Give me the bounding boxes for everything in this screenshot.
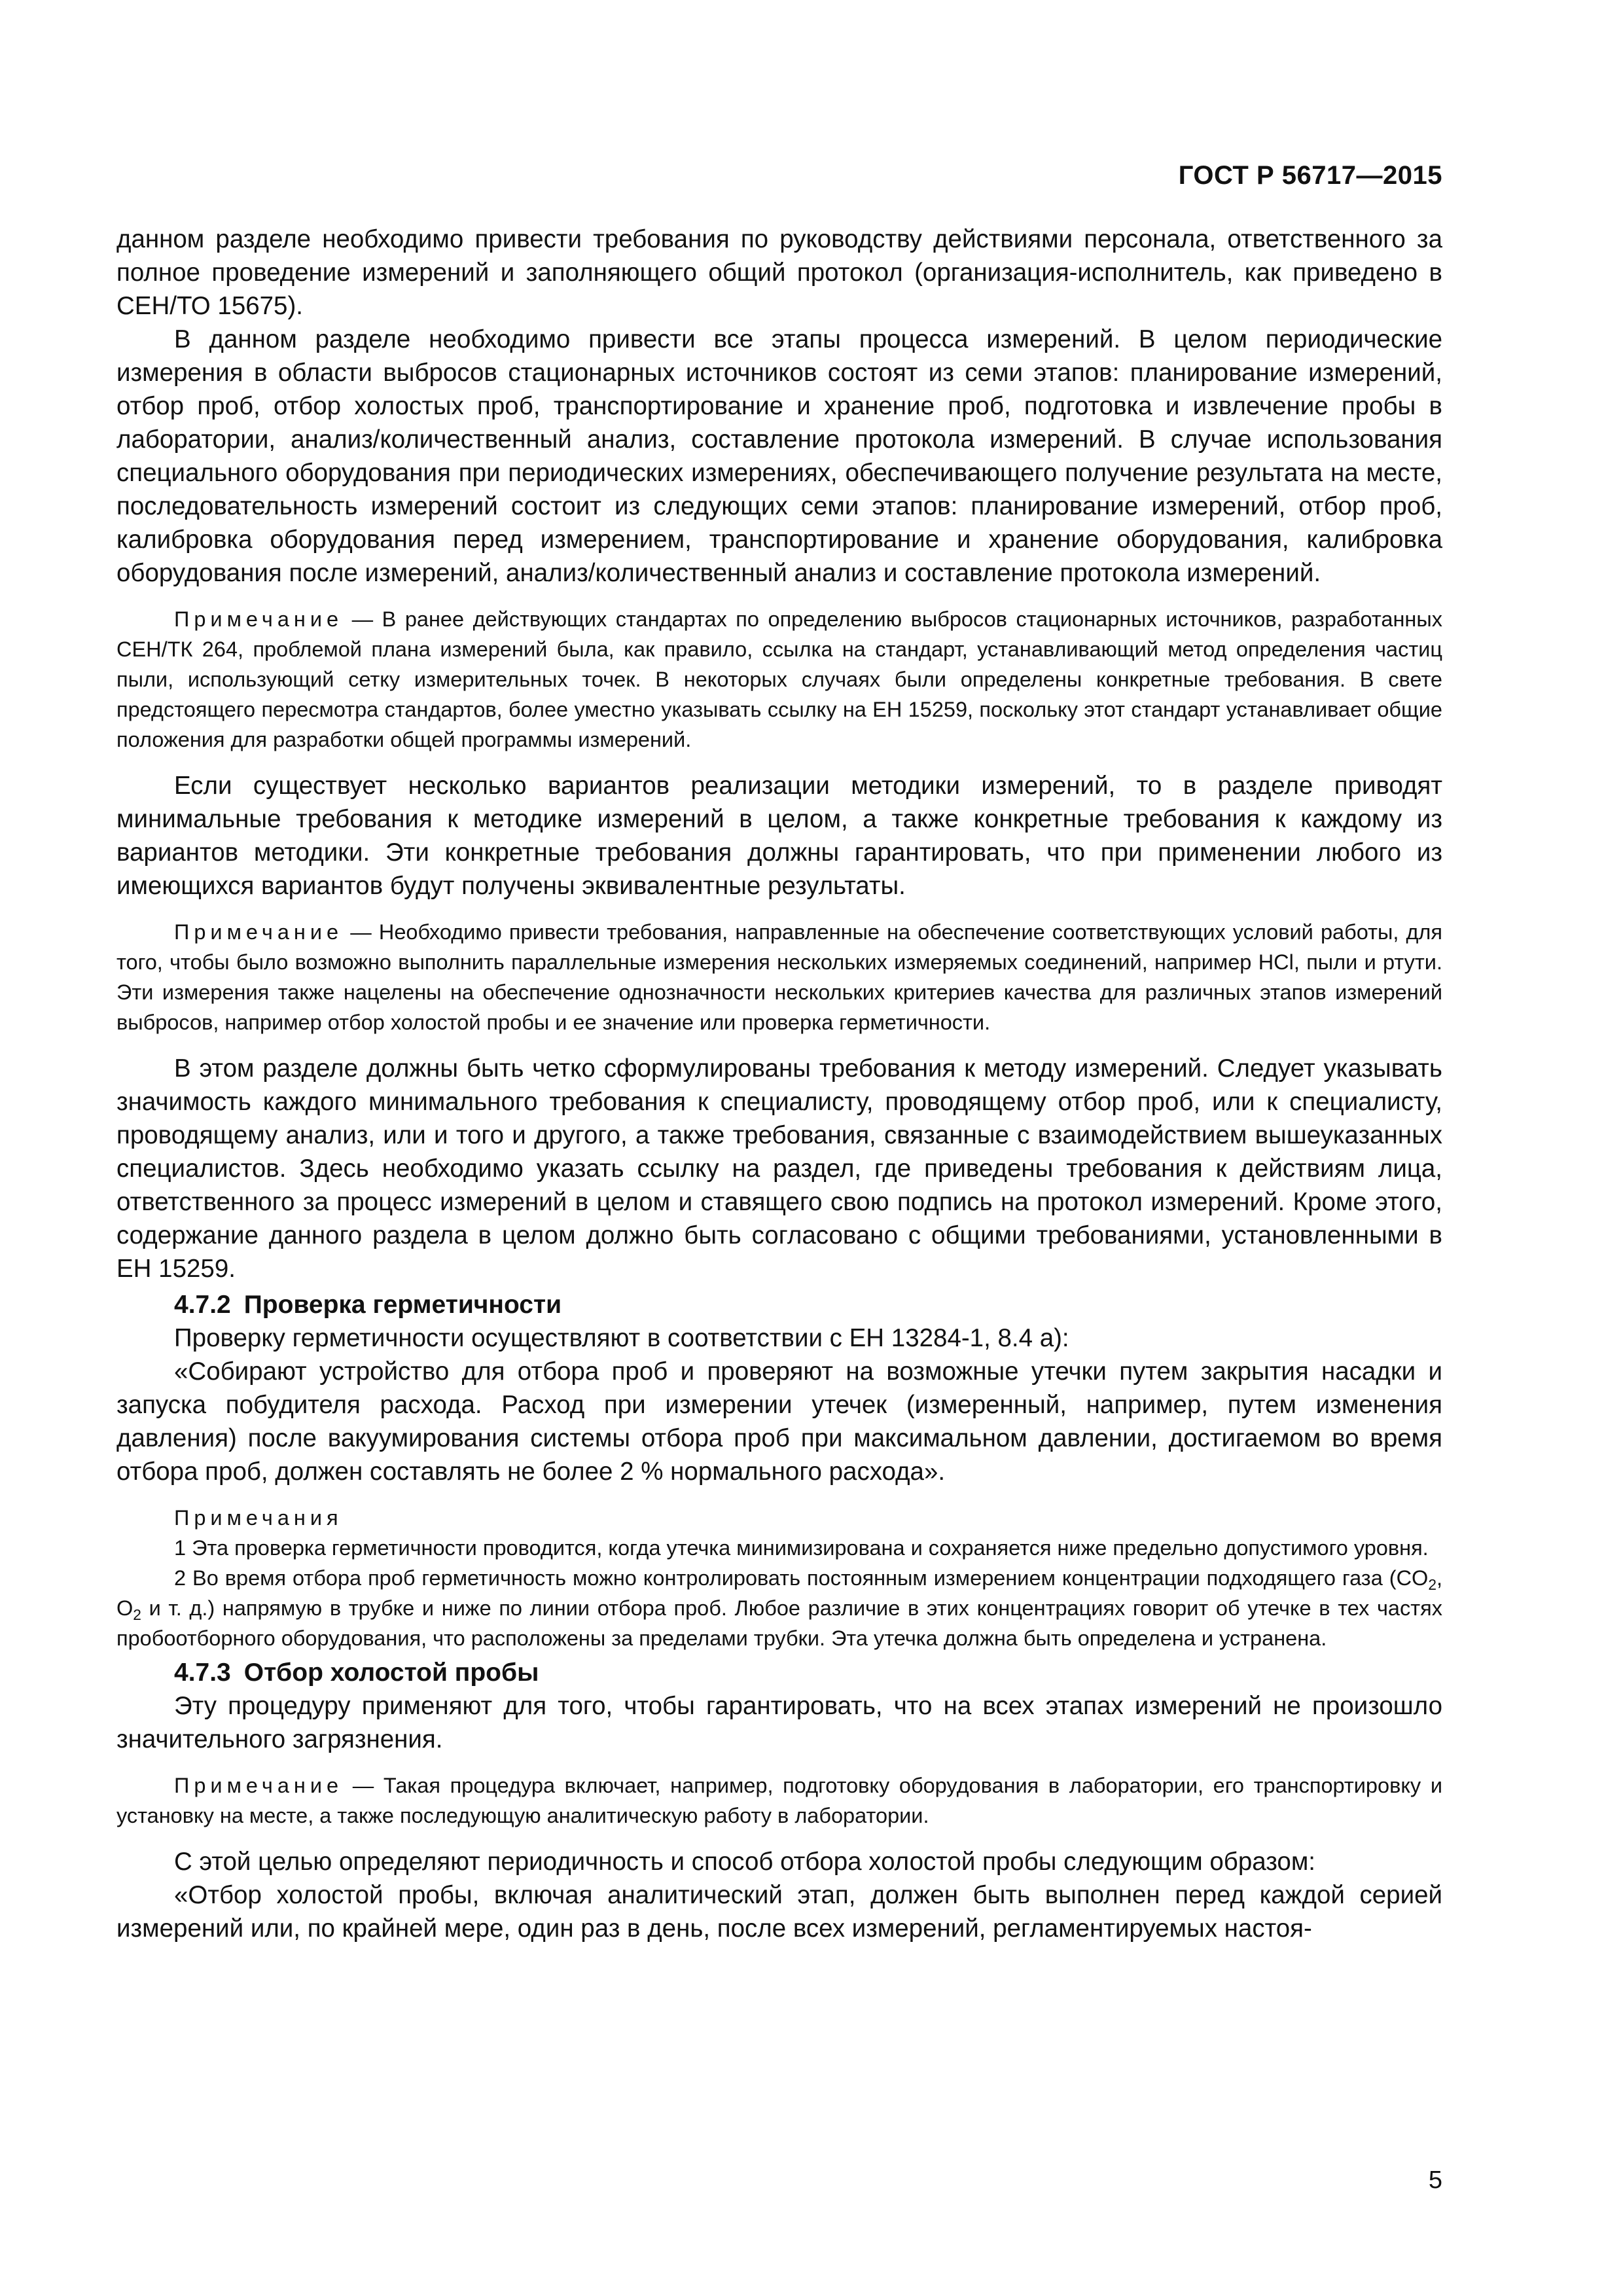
note: 1 Эта проверка герметичности проводится, когда утечка минимизирована и сохраняется ниже предельно допустимого уровня.	[174, 1536, 1429, 1560]
note-label: Примечание	[174, 1774, 344, 1797]
section-title: Отбор холостой пробы	[243, 1659, 539, 1687]
section-number: 4.7.3	[174, 1659, 231, 1687]
quote-paragraph: «Отбор холостой пробы, включая аналитический этап, должен быть выполнен перед каждой серией измерений или, по крайней мере, один раз в день, после всех измерений, регламентируемых настоя-	[116, 1881, 1442, 1943]
note	[116, 604, 1442, 755]
section-title: Проверка герметичности	[243, 1291, 562, 1319]
note-label: Примечание	[174, 920, 344, 944]
note-label: Примечание	[174, 607, 344, 631]
paragraph: Эту процедуру применяют для того, чтобы гарантировать, что на всех этапах измерений не произошло значительного загрязнения.	[116, 1692, 1442, 1753]
page-content	[116, 223, 1442, 1945]
note-text: — Такая процедура включает, например, подготовку оборудования в лаборатории, его транспортировку и установку на месте, а также последующую аналитическую работу в лаборатории.	[116, 1774, 1442, 1827]
quote-paragraph: «Собирают устройство для отбора проб и проверяют на возможные утечки путем закрытия насадки и запуска побудителя расхода. Расход при измерении утечек (измеренный, например, путем изменения давления) после вакуумирования системы отбора проб при максимальном давлении, достигаемом во время отбора проб, должен составлять не более 2 % нормального расхода».	[116, 1357, 1442, 1486]
paragraph: Проверку герметичности осуществляют в соответствии с ЕН 13284-1, 8.4 а):	[174, 1324, 1069, 1352]
note-text: — В ранее действующих стандартах по определению выбросов стационарных источников, разработанных СЕН/ТК 264, проблемой плана измерений была, как правило, ссылка на стандарт, устанавливающий метод определения частиц пыли, использующий сетку измерительных точек. В некоторых случаях были определены конкретные требования. В свете предстоящего пересмотра стандартов, более уместно указывать ссылку на ЕН 15259, поскольку этот стандарт устанавливает общие положения для разработки общей программы измерений.	[116, 607, 1442, 751]
section-number: 4.7.2	[174, 1291, 231, 1319]
note-text: — Необходимо привести требования, направленные на обеспечение соответствующих условий работы, для того, чтобы было возможно выполнить параллельные измерения нескольких измеряемых соединений, например HCl, пыли и ртути. Эти измерения также нацелены на обеспечение однозначности нескольких критериев качества для различных этапов измерений выбросов, например отбор холостой пробы и ее значение или проверка герметичности.	[116, 920, 1442, 1034]
paragraph: В данном разделе необходимо привести все этапы процесса измерений. В целом периодические измерения в области выбросов стационарных источников состоят из семи этапов: планирование измерений, отбор проб, отбор холостых проб, транспортирование и хранение проб, подготовка и извлечение пробы в лаборатории, анализ/количественный анализ, составление протокола измерений. В случае использования специального оборудования при периодических измерениях, обеспечивающего получение результата на месте, последовательность измерений состоит из следующих семи этапов: планирование измерений, отбор проб, калибровка оборудования перед измерением, транспортирование и хранение оборудования, калибровка оборудования после измерений, анализ/количественный анализ и составление протокола измерений.	[116, 325, 1442, 587]
paragraph: Если существует несколько вариантов реализации методики измерений, то в разделе приводят минимальные требования к методике измерений в целом, а также конкретные требования к каждому из вариантов методики. Эти конкретные требования должны гарантировать, что при применении любого из имеющихся вариантов будут получены эквивалентные результаты.	[116, 772, 1442, 900]
paragraph: В этом разделе должны быть четко сформулированы требования к методу измерений. Следует указывать значимость каждого минимального требования к специалисту, проводящему отбор проб, или к специалисту, проводящему анализ, или и того и другого, а также требования, связанные с взаимодействием вышеуказанных специалистов. Здесь необходимо указать ссылку на раздел, где приведены требования к действиям лица, ответственного за процесс измерений в целом и ставящего свою подпись на протокол измерений. Кроме этого, содержание данного раздела в целом должно быть согласовано с общими требованиями, установленными в ЕН 15259.	[116, 1054, 1442, 1283]
note	[116, 1770, 1442, 1831]
section-heading-4-7-3	[116, 1656, 1442, 1689]
document-code: ГОСТ Р 56717—2015	[1178, 161, 1442, 190]
page-number: 5	[1428, 2166, 1442, 2194]
note	[116, 917, 1442, 1037]
paragraph: С этой целью определяют периодичность и способ отбора холостой пробы следующим образом:	[174, 1848, 1316, 1876]
section-heading-4-7-2	[116, 1288, 1442, 1321]
paragraph: данном разделе необходимо привести требования по руководству действиями персонала, ответственного за полное проведение измерений и заполняющего общий протокол (организация-исполнитель, как приведено в СЕН/ТО 15675).	[116, 225, 1442, 320]
notes-label: Примечания	[174, 1506, 343, 1530]
note: 2 Во время отбора проб герметичность можно контролировать постоянным измерением концентрации подходящего газа ($CO_2$, $O_2$ и т. д.) напрямую в трубке и ниже по линии отбора проб. Любое различие в этих концентрациях говорит об утечке в тех частях пробоотборного оборудования, что расположены за пределами трубки. Эта утечка должна быть определена и устранена.	[116, 1566, 1442, 1650]
